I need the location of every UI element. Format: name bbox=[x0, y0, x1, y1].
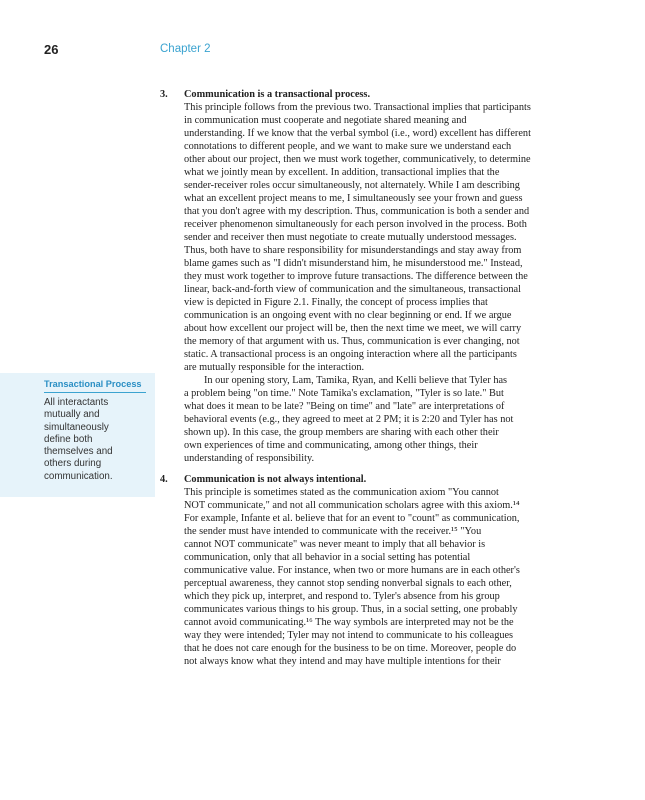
body-line: shown up). In this case, the group members are sharing with each other their bbox=[184, 427, 499, 438]
body-line: cannot NOT communicate" was never meant to imply that all behavior is bbox=[184, 539, 486, 550]
body-line: perceptual awareness, they cannot stop sending nonverbal signals to each other, bbox=[184, 578, 512, 589]
body-line: communication, only that all behavior in a social setting has potential bbox=[184, 552, 471, 563]
sidebar-definition-line: themselves and bbox=[44, 446, 113, 458]
body-line: This principle follows from the previous two. Transactional implies that participants bbox=[184, 102, 531, 113]
body-line: communicative value. For instance, when two or more humans are in each other's bbox=[184, 565, 520, 576]
sidebar-definition-line: define both bbox=[44, 433, 93, 445]
body-line: sender and receiver then must negotiate to create mutually understood messages. bbox=[184, 232, 517, 243]
page-number: 26 bbox=[44, 42, 59, 57]
body-line: linear, back-and-forth view of communication and the simultaneous, transactional bbox=[184, 284, 521, 295]
body-line: what does it mean to be late? "Being on time" and "late" are interpretations of bbox=[184, 401, 505, 412]
list-number: 4. bbox=[160, 474, 168, 485]
body-line: understanding. If we know that the verbal symbol (i.e., word) excellent has different bbox=[184, 128, 531, 139]
body-line: understanding of responsibility. bbox=[184, 453, 315, 464]
body-line: receiver phenomenon simultaneously for each person involved in the process. Both bbox=[184, 219, 527, 230]
sidebar-definition-line: All interactants bbox=[44, 397, 109, 408]
body-line: connotations to different people, and we want to make sure we understand each bbox=[184, 141, 512, 152]
sidebar-definition-line: mutually and bbox=[44, 409, 100, 421]
body-line: static. A transactional process is an ongoing interaction where all the participants bbox=[184, 349, 517, 360]
body-line: that you don't agree with my description. Thus, communication is both a sender and bbox=[184, 206, 530, 217]
body-line: blame games such as "I didn't misunderstand him, he misunderstood me." Instead, bbox=[184, 258, 523, 269]
body-line: that he does not care enough for the business to be on time. Moreover, people do bbox=[184, 643, 517, 654]
body-line: own experiences of time and communicating, among other things, their bbox=[184, 440, 478, 451]
body-line: the memory of that argument with us. Thus, communication is ever changing, not bbox=[184, 336, 520, 347]
body-line: not always know what they intend and may have multiple intentions for their bbox=[184, 656, 501, 667]
body-line: what an excellent project means to me, I simultaneously see your frown and guess bbox=[184, 193, 523, 204]
body-line: in communication must cooperate and negotiate shared meaning and bbox=[184, 115, 467, 126]
body-line: a problem being "on time." Note Tamika's exclamation, "Tyler is so late." But bbox=[184, 388, 504, 399]
body-line: This principle is sometimes stated as the communication axiom "You cannot bbox=[184, 487, 499, 498]
sidebar-definition-line: communication. bbox=[44, 470, 113, 482]
principle-heading: Communication is not always intentional. bbox=[184, 474, 367, 485]
sidebar-definition-line: simultaneously bbox=[44, 421, 109, 433]
body-line: are mutually responsible for the interaction. bbox=[184, 362, 365, 373]
principle-heading: Communication is a transactional process. bbox=[184, 89, 371, 100]
body-line: they must work together to improve future transactions. The difference between the bbox=[184, 271, 528, 282]
body-line: what we jointly mean by excellent. In addition, transactional implies that the bbox=[184, 167, 500, 178]
body-line: cannot avoid communicating.¹⁶ The way symbols are interpreted may not be the bbox=[184, 617, 514, 628]
body-line: about how excellent our project will be, then the next time we meet, we will carry bbox=[184, 323, 522, 334]
body-line: behavioral events (e.g., they agreed to meet at 2 PM; it is 2:20 and Tyler has not bbox=[184, 414, 514, 425]
body-line: sender-receiver roles occur simultaneously, not alternately. While I am describing bbox=[184, 180, 520, 191]
body-line: For example, Infante et al. believe that for an event to "count" as communication, bbox=[184, 513, 520, 524]
body-line: way they were intended; Tyler may not intend to communicate to his colleagues bbox=[184, 630, 514, 641]
body-line: In our opening story, Lam, Tamika, Ryan, and Kelli believe that Tyler has bbox=[204, 375, 508, 386]
body-line: Thus, both have to share responsibility for misunderstandings and stay away from bbox=[184, 245, 522, 256]
body-line: the sender must have intended to communicate with the receiver.¹⁵ "You bbox=[184, 526, 482, 537]
body-line: NOT communicate," and not all communication scholars agree with this axiom.¹⁴ bbox=[184, 500, 520, 511]
body-line: communicates various things to his group. Thus, in a social setting, one probably bbox=[184, 604, 518, 615]
body-line: other about our project, then we must work together, communicatively, to determine bbox=[184, 154, 531, 165]
list-number: 3. bbox=[160, 89, 168, 100]
sidebar-term: Transactional Process bbox=[44, 379, 146, 393]
body-line: which they pick up, interpret, and respond to. Tyler's absence from his group bbox=[184, 591, 500, 602]
sidebar-definition-line: others during bbox=[44, 458, 102, 470]
body-line: communication is an ongoing event with no clear beginning or end. If we argue bbox=[184, 310, 512, 321]
chapter-label: Chapter 2 bbox=[160, 43, 211, 55]
body-line: view is depicted in Figure 2.1. Finally, the concept of process implies that bbox=[184, 297, 488, 308]
